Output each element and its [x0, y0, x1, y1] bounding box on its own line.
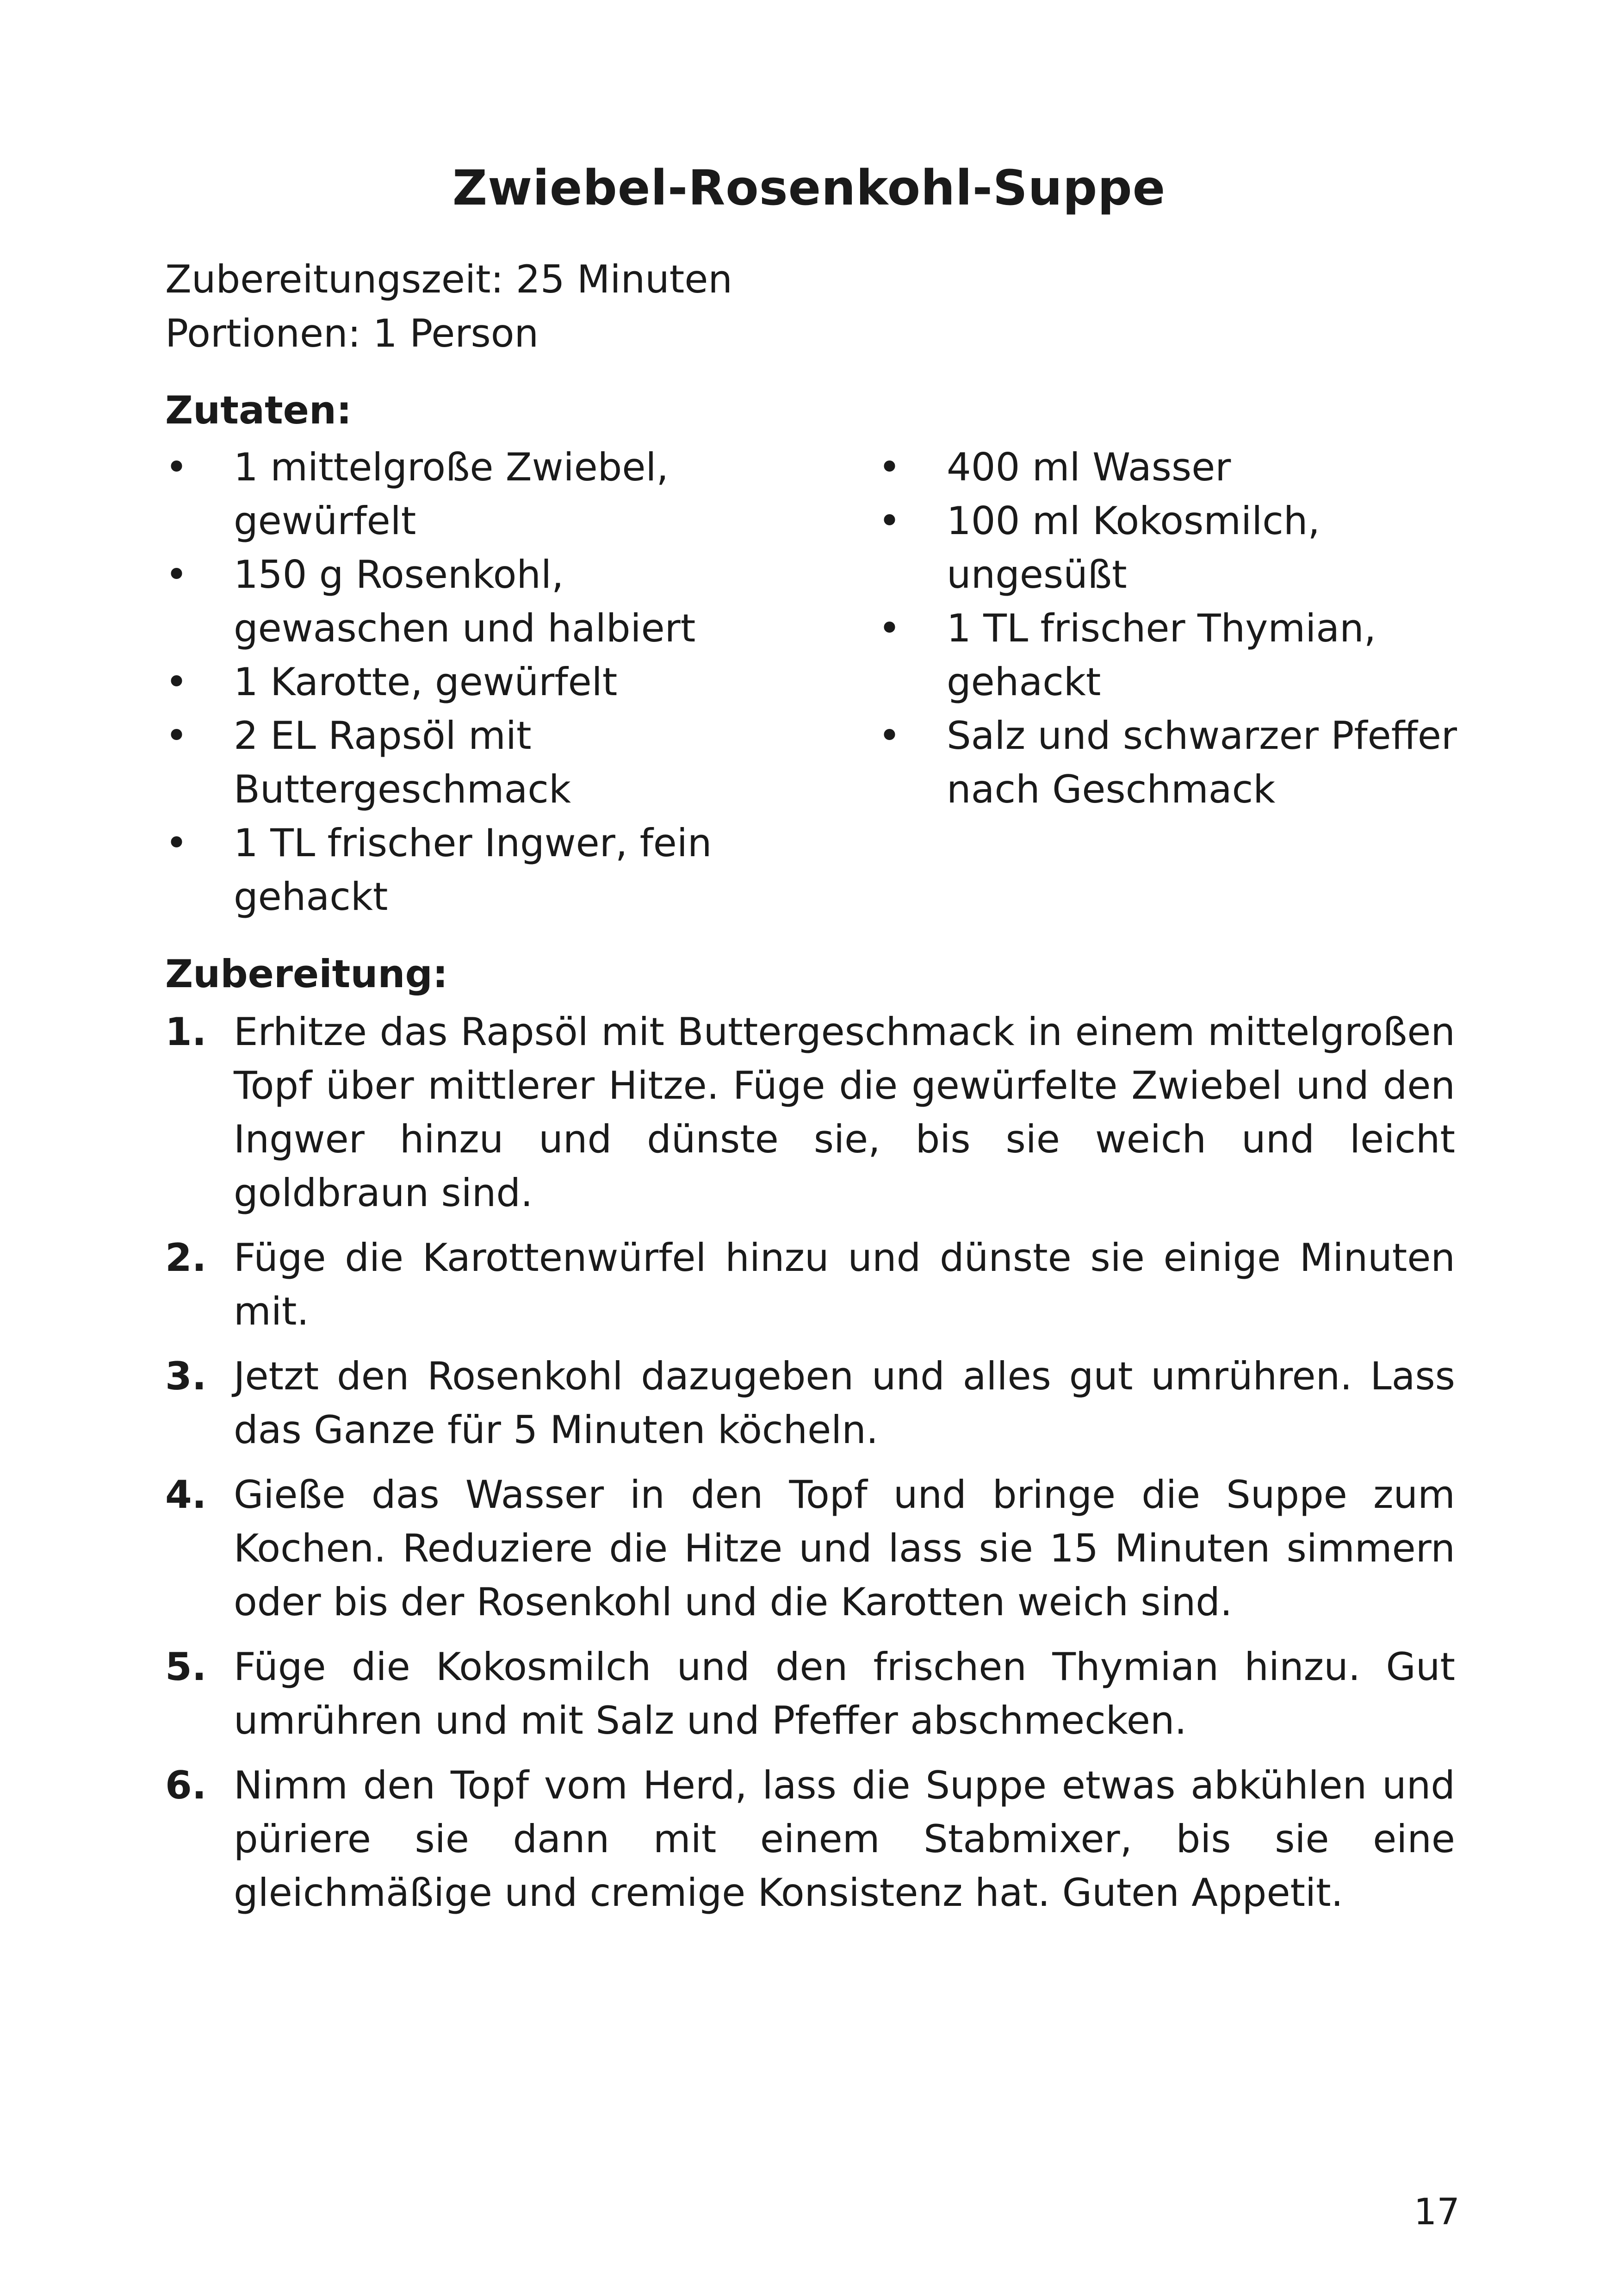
step-number: 1.: [165, 1009, 207, 1054]
list-item: [878, 441, 1489, 494]
step-item: [165, 1005, 1455, 1220]
step-number: 4.: [165, 1472, 207, 1517]
step-number: 5.: [165, 1644, 207, 1689]
ingredient-text: 1 TL frischer Thymian, gehackt: [947, 606, 1376, 704]
bullet-icon: •: [878, 713, 901, 758]
ingredient-text: 1 mittelgroße Zwiebel, gewürfelt: [234, 445, 669, 543]
list-item: [165, 816, 776, 924]
ingredients-list-right: [878, 441, 1489, 816]
ingredient-text: 150 g Rosenkohl, gewaschen und halbiert: [234, 552, 696, 651]
portions: Portionen: 1 Person: [165, 311, 539, 356]
preparation-heading: Zubereitung:: [165, 952, 448, 996]
step-number: 3.: [165, 1354, 207, 1399]
ingredients-list-left: [165, 441, 776, 924]
bullet-icon: •: [878, 445, 901, 490]
step-item: [165, 1468, 1455, 1629]
ingredients-heading: Zutaten:: [165, 388, 352, 433]
preparation-steps: [165, 1005, 1455, 1931]
bullet-icon: •: [878, 498, 901, 543]
page-number: 17: [1413, 2191, 1460, 2233]
ingredient-text: 400 ml Wasser: [947, 445, 1231, 490]
step-item: [165, 1231, 1455, 1338]
ingredient-text: Salz und schwarzer Pfeffer nach Geschmack: [947, 713, 1457, 812]
list-item: [165, 548, 776, 655]
recipe-title: Zwiebel-Rosenkohl-Suppe: [452, 160, 1166, 216]
bullet-icon: •: [165, 821, 188, 865]
list-item: [878, 602, 1489, 709]
prep-time: Zubereitungszeit: 25 Minuten: [165, 257, 732, 302]
list-item: [878, 494, 1489, 602]
step-item: [165, 1759, 1455, 1920]
step-number: 2.: [165, 1235, 207, 1280]
step-item: [165, 1640, 1455, 1748]
step-text: Füge die Kokosmilch und den frischen Thymian hinzu. Gut umrühren und mit Salz und Pfeffer abschmecken.: [234, 1644, 1455, 1743]
ingredient-text: 1 TL frischer Ingwer, fein gehackt: [234, 821, 712, 919]
step-text: Jetzt den Rosenkohl dazugeben und alles gut umrühren. Lass das Ganze für 5 Minuten köcheln.: [234, 1354, 1455, 1452]
bullet-icon: •: [878, 606, 901, 651]
list-item: [165, 709, 776, 816]
step-text: Nimm den Topf vom Herd, lass die Suppe etwas abkühlen und püriere sie dann mit einem Stabmixer, bis sie eine gleichmäßige und cremige Konsistenz hat. Guten Appetit.: [234, 1763, 1455, 1915]
step-text: Gieße das Wasser in den Topf und bringe die Suppe zum Kochen. Reduziere die Hitze und lass sie 15 Minuten simmern oder bis der Rosenkohl und die Karotten weich sind.: [234, 1472, 1455, 1624]
step-item: [165, 1350, 1455, 1457]
bullet-icon: •: [165, 445, 188, 490]
list-item: [165, 655, 776, 709]
ingredient-text: 2 EL Rapsöl mit Buttergeschmack: [234, 713, 571, 812]
step-number: 6.: [165, 1763, 207, 1808]
bullet-icon: •: [165, 552, 188, 597]
ingredient-text: 100 ml Kokosmilch, ungesüßt: [947, 498, 1320, 597]
step-text: Füge die Karottenwürfel hinzu und dünste sie einige Minuten mit.: [234, 1235, 1455, 1334]
bullet-icon: •: [165, 660, 188, 704]
list-item: [165, 441, 776, 548]
step-text: Erhitze das Rapsöl mit Buttergeschmack in einem mittelgroßen Topf über mittlerer Hitze. Füge die gewürfelte Zwiebel und den Ingwer hinzu und dünste sie, bis sie weich und leicht goldbraun sind.: [234, 1009, 1455, 1215]
bullet-icon: •: [165, 713, 188, 758]
ingredient-text: 1 Karotte, gewürfelt: [234, 660, 618, 704]
list-item: [878, 709, 1489, 816]
